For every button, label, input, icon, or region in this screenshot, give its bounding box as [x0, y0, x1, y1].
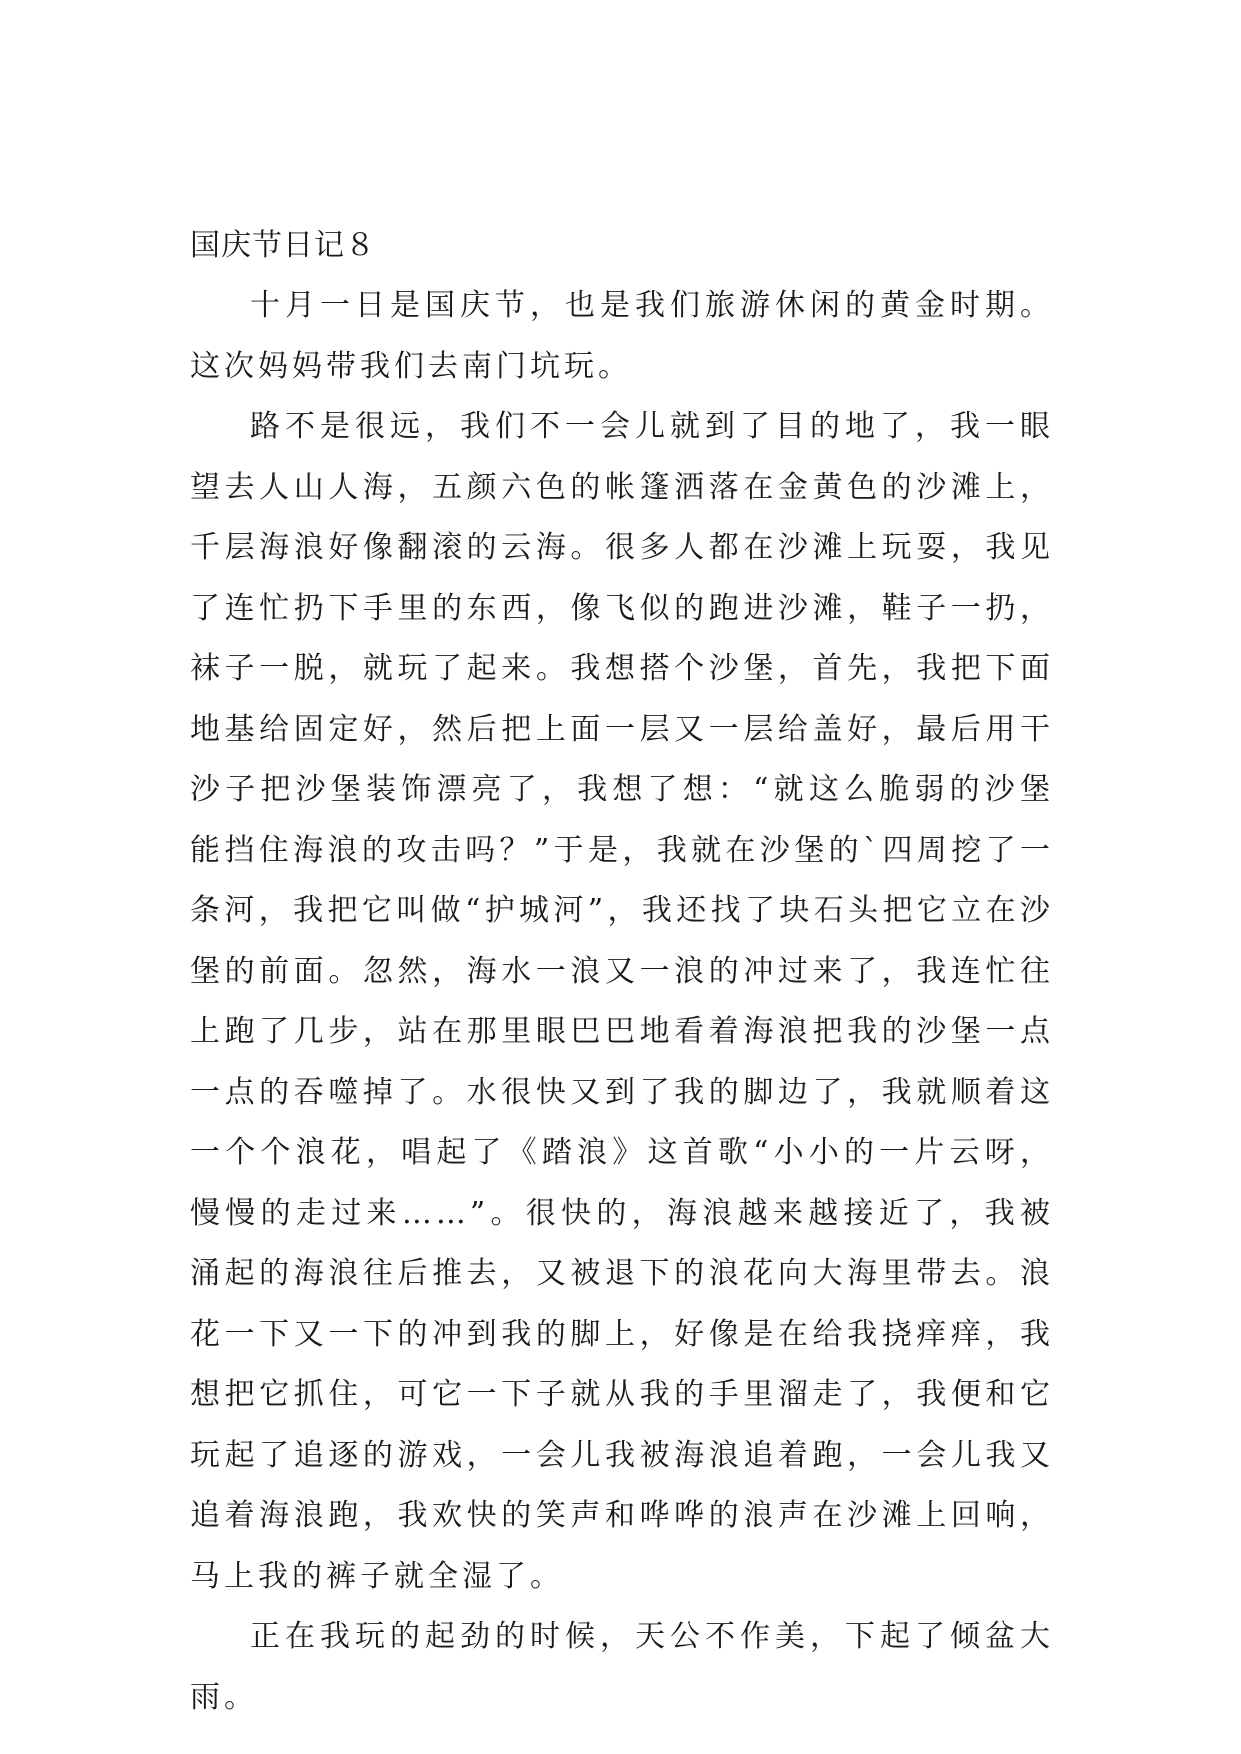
paragraph-2: 路不是很远，我们不一会儿就到了目的地了，我一眼望去人山人海，五颜六色的帐篷洒落在金黄色的沙滩上，千层海浪好像翻滚的云海。很多人都在沙滩上玩耍，我见了连忙扔下手里的东西，像飞似的跑进沙滩，鞋子一扔，袜子一脱，就玩了起来。我想搭个沙堡，首先，我把下面地基给固定好，然后把上面一层又一层给盖好，最后用干沙子把沙堡装饰漂亮了，我想了想：“就这么脆弱的沙堡能挡住海浪的攻击吗？”于是，我就在沙堡的`四周挖了一条河，我把它叫做“护城河”，我还找了块石头把它立在沙堡的前面。忽然，海水一浪又一浪的冲过来了，我连忙往上跑了几步，站在那里眼巴巴地看着海浪把我的沙堡一点一点的吞噬掉了。水很快又到了我的脚边了，我就顺着这一个个浪花，唱起了《踏浪》这首歌“小小的一片云呀，慢慢的走过来……”。很快的，海浪越来越接近了，我被涌起的海浪往后推去，又被退下的浪花向大海里带去。浪花一下又一下的冲到我的脚上，好像是在给我挠痒痒，我想把它抓住，可它一下子就从我的手里溜走了，我便和它玩起了追逐的游戏，一会儿我被海浪追着跑，一会儿我又追着海浪跑，我欢快的笑声和哗哗的浪声在沙滩上回响，马上我的裤子就全湿了。 [190, 409, 1054, 1594]
document-title: 国庆节日记８ [190, 228, 376, 263]
document-page [190, 216, 1054, 1728]
paragraph-1: 十月一日是国庆节，也是我们旅游休闲的黄金时期。这次妈妈带我们去南门坑玩。 [190, 288, 1054, 384]
paragraph-3: 正在我玩的起劲的时候，天公不作美，下起了倾盆大雨。 [190, 1619, 1054, 1715]
